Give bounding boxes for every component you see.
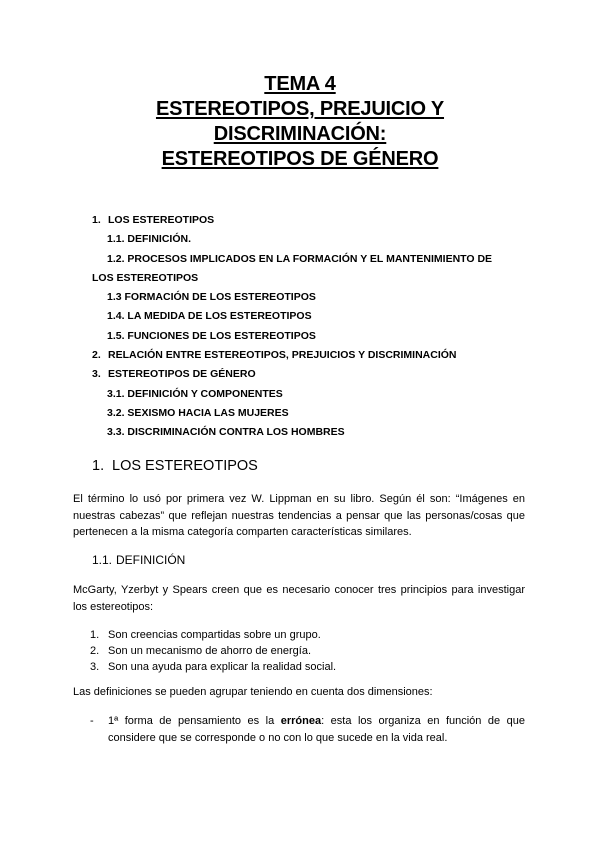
toc-number: 2. [92,349,101,362]
bullet-dash: - [90,715,94,727]
title-line-2: ESTEREOTIPOS, PREJUICIO Y [155,98,445,120]
toc-item-1 [92,211,532,230]
toc-item-1-5 [92,327,532,346]
table-of-contents [92,211,532,443]
list-number: 2. [90,645,100,657]
toc-label: 1.2. PROCESOS IMPLICADOS EN LA FORMACIÓN Y EL MANTENIMIENTO DE [107,252,493,265]
definition-intro-paragraph: McGarty, Yzerbyt y Spears creen que es necesario conocer tres principios para investigar los estereotipos: [73,584,525,613]
toc-number: 1. [92,214,101,226]
subsection-title: DEFINICIÓN [116,553,186,567]
toc-label: LOS ESTEREOTIPOS [108,214,215,226]
title-line-1: TEMA 4 [264,73,336,95]
toc-label: ESTEREOTIPOS DE GÉNERO [108,368,256,381]
toc-number: 3. [92,368,101,381]
toc-label: 1.4. LA MEDIDA DE LOS ESTEREOTIPOS [107,310,312,323]
bullet-text-after: : esta los organiza en función de que considere que se corresponde o no con lo que sucede en la vida real. [108,715,526,744]
subsection-number: 1.1. [92,553,113,567]
bullet-text [108,713,525,746]
dimensions-intro-paragraph: Las definiciones se pueden agrupar teniendo en cuenta dos dimensiones: [73,686,433,698]
list-number: 1. [90,629,100,641]
toc-label: 3.3. DISCRIMINACIÓN CONTRA LOS HOMBRES [107,426,345,439]
section-number: 1. [92,458,105,474]
list-number: 3. [90,661,100,673]
list-text: Son un mecanismo de ahorro de energía. [108,645,312,657]
toc-item-1-4 [92,307,532,326]
toc-label: 3.2. SEXISMO HACIA LAS MUJERES [107,406,289,419]
toc-item-3 [92,365,532,384]
toc-label: LOS ESTEREOTIPOS [92,271,199,284]
toc-item-2 [92,346,532,365]
toc-label: RELACIÓN ENTRE ESTEREOTIPOS, PREJUICIOS Y DISCRIMINACIÓN [108,349,457,362]
toc-item-1-2-continued [92,269,532,288]
title-line-4: ESTEREOTIPOS DE GÉNERO [161,148,439,170]
bullet-text-bold: errónea [280,715,322,727]
title-line-3: DISCRIMINACIÓN: [213,123,387,145]
toc-item-1-3 [92,288,532,307]
toc-item-3-2 [92,404,532,423]
toc-item-3-1 [92,385,532,404]
toc-label: 1.1. DEFINICIÓN. [107,233,192,246]
toc-item-1-2 [92,250,532,269]
section-title: LOS ESTEREOTIPOS [112,458,258,474]
toc-item-1-1 [92,230,532,249]
list-text: Son una ayuda para explicar la realidad social. [108,661,337,673]
toc-item-3-3 [92,423,532,442]
toc-label: 1.3 FORMACIÓN DE LOS ESTEREOTIPOS [107,291,316,304]
document-title [0,72,600,172]
section-1-paragraph: El término lo usó por primera vez W. Lippman en su libro. Según él son: “Imágenes en nuestras cabezas” que reflejan nuestras tendencias a pensar que las personas/cosas que pertenecen a la misma categoría comparten características similares. [73,493,525,538]
list-text: Son creencias compartidas sobre un grupo. [108,629,321,641]
bullet-text-before: 1ª forma de pensamiento es la [108,715,281,727]
toc-label: 3.1. DEFINICIÓN Y COMPONENTES [107,387,283,400]
toc-label: 1.5. FUNCIONES DE LOS ESTEREOTIPOS [107,329,316,342]
